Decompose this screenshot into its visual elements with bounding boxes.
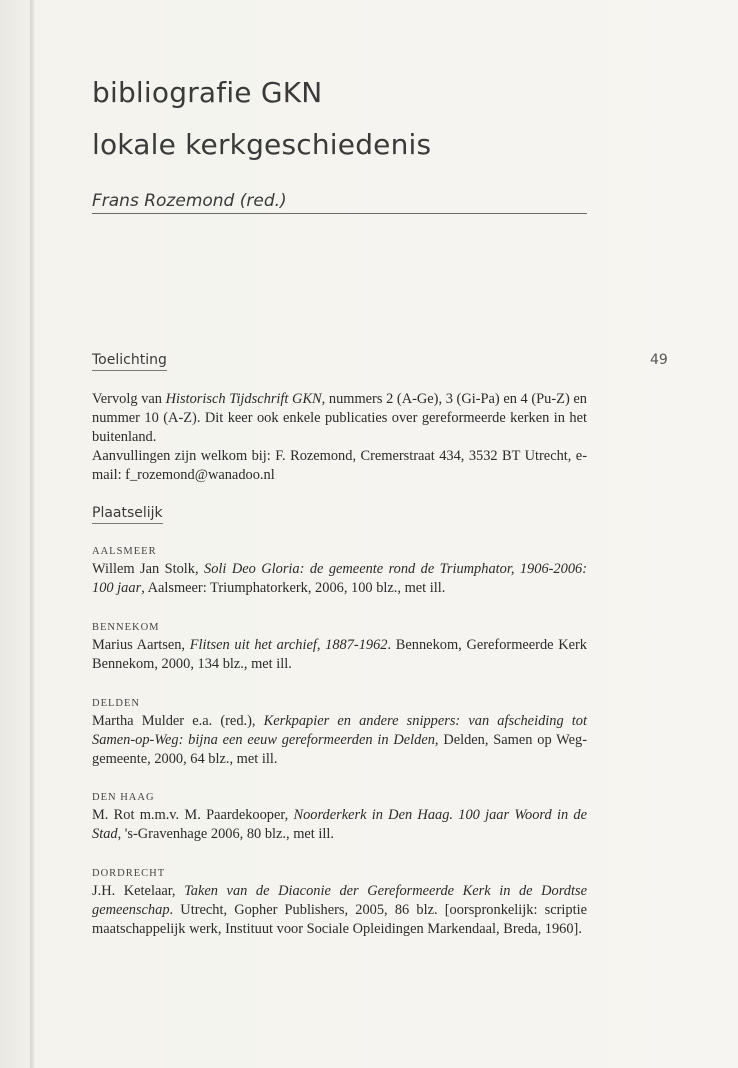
page-number: 49 — [650, 352, 668, 368]
section-heading-toelichting: Toelichting — [92, 352, 167, 371]
heading-underline — [92, 370, 167, 371]
entry-citation: Willem Jan Stolk, Soli Deo Gloria: de gemeente rond de Triumphator, 1906-2006: 100 jaar, Aalsmeer: Triumphatorkerk, 2006, 100 blz., met ill. — [92, 561, 588, 596]
entry-citation: M. Rot m.m.v. M. Paardekooper, Noorderkerk in Den Haag. 100 jaar Woord in de Stad, 's-Gravenhage 2006, 80 blz., met ill. — [92, 807, 587, 842]
toelichting-paragraph-2: Aanvullingen zijn welkom bij: F. Rozemond, Cremerstraat 434, 3532 BT Utrecht, e-mail: f_rozemond@wanadoo.nl — [92, 448, 587, 483]
entry-place: BENNEKOM — [92, 622, 160, 633]
page-title-line-1: bibliografie GKN — [92, 76, 323, 109]
entry-dordrecht — [92, 868, 587, 939]
entry-citation: Martha Mulder e.a. (red.), Kerkpapier en andere snippers: van afscheiding tot Samen-op-Weg: bijna een eeuw gereformeerden in Delden, Delden, Samen op Weg-gemeente, 2000, 64 blz., met ill. — [92, 713, 587, 767]
section-heading-plaatselijk: Plaatselijk — [92, 505, 163, 524]
book-spine-shadow — [30, 0, 34, 1068]
page-title-line-2: lokale kerkgeschiedenis — [92, 128, 432, 161]
entry-aalsmeer — [92, 546, 587, 598]
entry-den-haag — [92, 792, 587, 844]
entry-place: DORDRECHT — [92, 868, 166, 879]
entry-bennekom — [92, 622, 587, 674]
entry-place: AALSMEER — [92, 546, 157, 557]
toelichting-paragraph-1: Vervolg van Historisch Tijdschrift GKN, nummers 2 (A-Ge), 3 (Gi-Pa) en 4 (Pu-Z) en nummer 10 (A-Z). Dit keer ook enkele publicaties over gereformeerde kerken in het buitenland. — [92, 391, 587, 445]
entry-delden — [92, 698, 587, 769]
entry-citation: Marius Aartsen, Flitsen uit het archief, 1887-1962. Bennekom, Gereformeerde Kerk Bennekom, 2000, 134 blz., met ill. — [92, 637, 588, 672]
heading-underline — [92, 523, 163, 524]
entry-place: DEN HAAG — [92, 792, 155, 803]
editor-name: Frans Rozemond (red.) — [92, 191, 287, 211]
entry-place: DELDEN — [92, 698, 140, 709]
entry-citation: J.H. Ketelaar, Taken van de Diaconie der Gereformeerde Kerk in de Dordtse gemeenschap. Utrecht, Gopher Publishers, 2005, 86 blz. [oorspronkelijk: scriptie maatschappelijk werk, Instituut voor Sociale Opleidingen Markendaal, Breda, 1960]. — [92, 883, 587, 937]
toelichting-body — [92, 390, 587, 485]
editor-divider — [92, 213, 587, 214]
